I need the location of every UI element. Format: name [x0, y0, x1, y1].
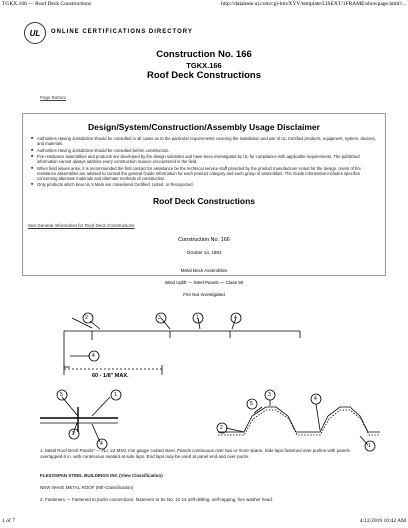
construction-date: October 14, 1991 — [186, 250, 222, 255]
rib-profile-drawing — [218, 400, 380, 445]
callout-label: 2 — [85, 315, 88, 321]
disclaimer-item: ■ Only products which bear UL's Mark are considered Certified. Listed, or Recognized. — [31, 182, 377, 187]
callout-label: 1 — [368, 443, 371, 449]
callout-label: 3 — [158, 315, 161, 321]
note-product — [40, 485, 368, 491]
uplift-class: Wind Uplift — Steel Panels — Class 90 — [164, 280, 244, 285]
fire-rating: Fire Not Investigated — [183, 292, 225, 297]
callout-marker — [89, 351, 99, 361]
manufacturer-link[interactable]: FLEXOSPAN STEEL BUILDINGS INC (View Classification) — [40, 473, 163, 478]
print-timestamp: 4/12/2019 10:42 AM — [359, 518, 406, 524]
assembly-type: Metal Deck Assemblies — [180, 268, 228, 273]
note-text: 2. Fasteners — Fastened to purlin connections, fasteners to be No. 12-14 self-drilling, self-tapping, hex washer head. — [40, 497, 274, 502]
print-header-url: http://database.ul.com/cgi-bin/XYV/template/LISEXT/1FRAME/showpage.html?... — [221, 1, 406, 7]
note-text: 1. Metal Roof Deck Panels* — No. 22 MSG min gauge coated steel. Panels continuous over two or more spans. Side laps fastened over purlins with panels overlapped 6 in. with continuous sealant at side laps. End laps may be used at panel end and over purlin. — [40, 448, 350, 459]
span-dimension: 60 - 1/8" MAX. — [92, 373, 129, 379]
product-name: NEW WAVE METAL ROOF (Mfr-Classification) — [40, 485, 134, 490]
callout-label: 2 — [72, 431, 75, 437]
page-code: TGKX.166 — [186, 61, 222, 70]
callout-marker — [247, 399, 257, 409]
callout-marker — [83, 313, 93, 323]
callout-marker — [311, 394, 321, 404]
disclaimer-item: ■ Authorities Having Jurisdiction should be consulted before construction. — [31, 148, 377, 153]
callout-label: 4 — [92, 353, 95, 359]
upper-profile-drawing — [64, 318, 300, 375]
callout-label: 1 — [196, 315, 199, 321]
callout-label: 1 — [114, 392, 117, 398]
page-bottom-link[interactable]: Page Bottom — [40, 95, 67, 100]
section-title: Roof Deck Constructions — [152, 196, 255, 206]
callout-label: 4 — [100, 441, 103, 447]
rib-callouts — [217, 390, 375, 451]
page-subtitle: Roof Deck Constructions — [146, 70, 261, 81]
construction-number: Construction No. 166 — [178, 237, 230, 243]
note-metal-deck — [40, 448, 368, 459]
callout-label: 3 — [268, 392, 271, 398]
callout-label: 5 — [250, 401, 253, 407]
callout-label: 4 — [234, 315, 237, 321]
note-manufacturer — [40, 473, 368, 479]
brand-name: ONLINE CERTIFICATIONS DIRECTORY — [51, 29, 193, 35]
print-footer — [2, 518, 406, 526]
disclaimer-item: ■ Fire resistance assemblies and products are developed by the design submitter and have been investigated by UL for compliance with applicable requirements. The published information cannot always address every construction nuance encountered in the field. — [31, 154, 377, 164]
ul-logo-mark: UL — [29, 28, 41, 38]
callout-label: 5 — [60, 392, 63, 398]
callout-marker — [111, 390, 121, 400]
callout-marker — [57, 390, 67, 400]
note-fasteners — [40, 497, 368, 503]
print-header-title: TGKX.166 — Roof Deck Constructions — [2, 1, 92, 7]
callout-label: 2 — [220, 425, 223, 431]
callout-label: 4 — [314, 396, 317, 402]
disclaimer-title: Design/System/Construction/Assembly Usage Disclaimer — [88, 122, 320, 132]
callout-marker — [217, 423, 227, 433]
lower-left-callouts — [57, 390, 121, 449]
page-count: 1 of 7 — [2, 518, 15, 524]
disclaimer-item: ■ When field issues arise, it is recommended the first contact for assistance be the technical service staff provided by the product manufacturer noted for the design. Users of fire resistance assemblies are advised to consult the general Guide Information for each product category and each group of assemblies. The Guide Information includes specifics concerning alternate materials and alternate methods of construction. — [31, 166, 377, 181]
page-title: Construction No. 166 — [156, 49, 252, 60]
disclaimer-item: ■ Authorities Having Jurisdiction should be consulted in all cases as to the particular requirements covering the installation and use of UL Certified products, equipment, system, devices, and materials. — [31, 136, 377, 146]
general-info-link[interactable]: See General Information for Roof Deck Constructions — [28, 223, 135, 228]
callout-marker — [265, 390, 275, 400]
upper-callouts — [83, 313, 241, 361]
